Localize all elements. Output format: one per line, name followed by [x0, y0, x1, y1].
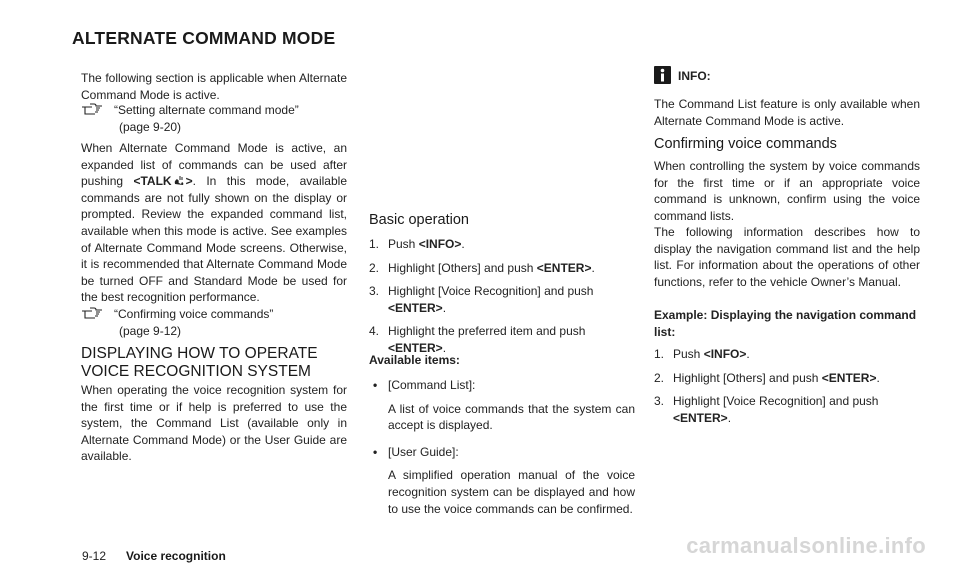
section-heading [81, 345, 361, 381]
step-item [654, 346, 920, 363]
step-tail: . [461, 237, 465, 251]
item-description: A list of voice commands that the system can accept is displayed. [388, 401, 635, 433]
step-tail: . [876, 370, 880, 385]
info-icon [654, 66, 671, 84]
pointing-hand-icon [81, 102, 103, 116]
section-heading-line2: VOICE RECOGNITION SYSTEM [81, 363, 311, 380]
step-text: Highlight [Voice Recognition] and push [673, 394, 879, 409]
available-items-label: Available items: [369, 353, 460, 367]
enter-key: <ENTER> [536, 260, 592, 275]
step-text: Push [388, 237, 419, 251]
step-item [369, 236, 635, 253]
step-tail: . [591, 260, 595, 275]
section-name: Voice recognition [126, 549, 226, 563]
cross-reference-2[interactable] [81, 306, 347, 340]
body-paragraph [81, 140, 347, 306]
bullet-mark: • [373, 378, 378, 392]
cross-reference-1[interactable] [81, 102, 347, 136]
step-number: 3. [369, 284, 380, 299]
info-key: <INFO> [703, 347, 747, 361]
list-item [369, 444, 635, 517]
example-heading: Example: Displaying the navigation command list: [654, 308, 917, 339]
enter-key: <ENTER> [388, 340, 443, 355]
info-text: The Command List feature is only available when Alternate Command Mode is active. [654, 97, 920, 128]
cross-reference-page: (page 9-20) [119, 119, 182, 134]
step-text: Highlight the preferred item and push [388, 324, 586, 339]
body-paragraph: The following information describes how to display the navigation command list and the help list. For information about the operations of other functions, refer to the vehicle Owner’s Manual. [654, 225, 920, 289]
step-number: 4. [369, 324, 380, 339]
watermark: carmanualsonline.info [686, 533, 926, 558]
step-tail: . [746, 347, 750, 361]
body-paragraph: When controlling the system by voice commands for the first time or if an appropriate voice command is unknown, confirm using the voice command lists. [654, 159, 920, 223]
step-item [654, 370, 920, 387]
intro-text: The following section is applicable when Alternate Command Mode is active. [81, 71, 347, 102]
talk-key [133, 174, 192, 188]
page-title: ALTERNATE COMMAND MODE [72, 28, 336, 48]
step-item [369, 283, 635, 316]
step-number: 3. [654, 394, 665, 409]
cross-reference-title: “Setting alternate command mode” [114, 103, 299, 117]
subsection-heading: Confirming voice commands [654, 136, 837, 152]
phone-talk-icon [173, 175, 185, 186]
enter-key: <ENTER> [388, 300, 443, 315]
paragraph-text: When Alternate Command Mode is active, an expanded list of commands can be used after pushing [81, 141, 347, 189]
section-heading-line1: DISPLAYING HOW TO OPERATE [81, 345, 318, 362]
subsection-heading: Basic operation [369, 212, 469, 228]
step-number: 2. [369, 260, 380, 275]
enter-key: <ENTER> [673, 410, 728, 425]
paragraph-text-continued: . In this mode, available commands are not fully shown on the display or prompted. Review the expanded command list, available when this mode is active. See examples of Alternate Command Mode screens. Otherwise, it is recommended that Alternate Command Mode be turned OFF and Standard Mode be used for the best recognition performance. [81, 174, 347, 305]
step-text: Highlight [Others] and push [388, 260, 537, 275]
talk-key-label: <TALK [133, 174, 172, 189]
info-label: INFO: [678, 69, 711, 83]
steps-list [369, 236, 635, 357]
cross-reference-page: (page 9-12) [119, 323, 182, 338]
step-tail: . [442, 340, 447, 355]
body-paragraph: When operating the voice recognition system for the first time or if help is preferred to use the system, the Command List (available only in Alternate Command Mode) or the User Guide are available. [81, 383, 347, 464]
step-text: Highlight [Voice Recognition] and push [388, 284, 594, 299]
step-number: 1. [369, 237, 380, 251]
cross-reference-title: “Confirming voice commands” [114, 307, 274, 321]
available-items-list [369, 377, 635, 517]
talk-key-end: > [185, 174, 193, 189]
pointing-hand-icon [81, 306, 103, 320]
step-number: 2. [654, 370, 665, 385]
step-tail: . [727, 410, 732, 425]
item-label: [Command List]: [388, 378, 476, 392]
item-description: A simplified operation manual of the voice recognition system can be displayed and how to use the voice commands can be confirmed. [388, 468, 635, 516]
item-label: [User Guide]: [388, 444, 459, 459]
list-item [369, 377, 635, 434]
enter-key: <ENTER> [821, 370, 877, 385]
step-number: 1. [654, 347, 665, 361]
steps-list [654, 346, 920, 426]
step-item [369, 260, 635, 277]
bullet-mark: • [373, 444, 378, 459]
step-tail: . [442, 300, 447, 315]
info-key: <INFO> [418, 237, 462, 251]
step-text: Push [673, 347, 704, 361]
step-item [654, 393, 920, 426]
info-glyph [654, 66, 671, 84]
step-text: Highlight [Others] and push [673, 370, 822, 385]
page-number: 9-12 [82, 549, 107, 563]
